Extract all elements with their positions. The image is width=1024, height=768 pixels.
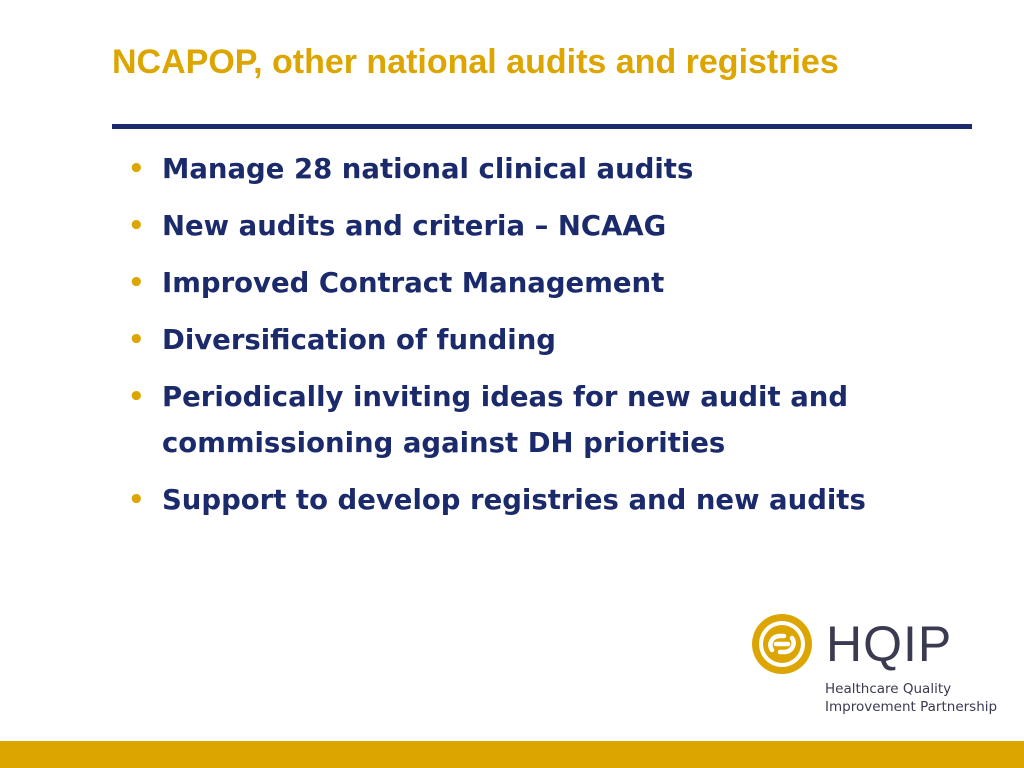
logo-subtitle-line1: Healthcare Quality	[825, 681, 952, 697]
bullet-item	[128, 146, 948, 192]
footer-band	[0, 741, 1024, 768]
slide-title: NCAPOP, other national audits and registries	[112, 43, 839, 81]
bullet-text: New audits and criteria – NCAAG	[162, 210, 667, 242]
bullet-marker: •	[128, 325, 145, 355]
bullet-text: Improved Contract Management	[162, 267, 665, 299]
bullet-marker: •	[128, 154, 145, 184]
bullet-item	[128, 203, 948, 249]
logo-wordmark: HQIP	[826, 616, 953, 672]
bullet-marker: •	[128, 485, 145, 515]
bullet-item	[128, 317, 948, 363]
bullet-marker: •	[128, 268, 145, 298]
bullet-item	[128, 374, 948, 466]
bullet-marker: •	[128, 382, 145, 412]
logo-subtitle-line2: Improvement Partnership	[825, 699, 998, 715]
title-divider	[112, 124, 972, 129]
bullet-text: Support to develop registries and new audits	[162, 484, 866, 516]
bullet-list	[128, 146, 948, 534]
bullet-text: Diversification of funding	[162, 324, 556, 356]
bullet-item	[128, 477, 948, 523]
bullet-marker: •	[128, 211, 145, 241]
hqip-chain-logo-icon	[750, 612, 814, 676]
bullet-text: Periodically inviting ideas for new audit and commissioning against DH priorities	[162, 381, 849, 459]
hqip-logo	[750, 612, 1010, 722]
bullet-item	[128, 260, 948, 306]
bullet-text: Manage 28 national clinical audits	[162, 153, 694, 185]
